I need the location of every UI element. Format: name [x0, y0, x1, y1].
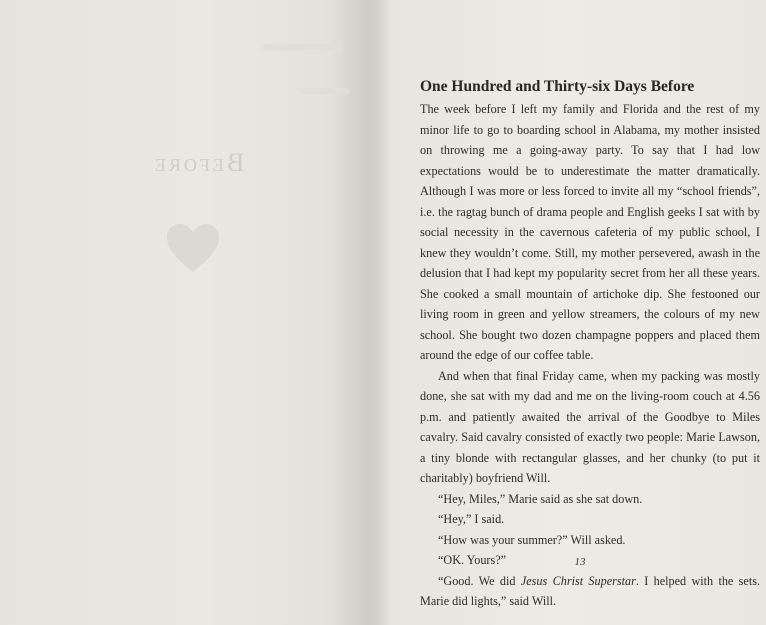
right-page [380, 0, 766, 625]
page-number: 13 [574, 556, 586, 568]
dialogue-line [420, 571, 760, 612]
text-run: . I helped with the sets. Marie did lights,” said Will. [420, 573, 761, 608]
bleed-through-title: Before [151, 148, 245, 177]
dialogue-line: “How was your summer?” Will asked. [438, 532, 626, 547]
dialogue-line: “Hey,” I said. [438, 512, 505, 526]
text-run: “Good. We did [438, 573, 521, 588]
paragraph: And when that final Friday came, when my packing was mostly done, she sat with my dad and me on the living-room couch at 4.56 p.m. and patiently awaited the arrival of the Goodbye to Miles cavalry. Said cavalry consisted of exactly two people: Marie Lawson, a tiny blonde with rectangular glasses, and her chunky (to put it charitably) boyfriend Will. [420, 368, 760, 485]
chapter-body [420, 99, 760, 612]
left-page [0, 0, 372, 625]
dialogue-line: “OK. Yours?” [438, 553, 507, 567]
bleed-through-line [300, 88, 350, 94]
dialogue-line: “Hey, Miles,” Marie said as she sat down. [438, 491, 643, 506]
chapter-heading: One Hundred and Thirty-six Days Before [420, 78, 695, 95]
bleed-through-heart-icon [165, 222, 221, 274]
paragraph: The week before I left my family and Florida and the rest of my minor life to go to boarding school in Alabama, my mother insisted on throwing me a going-away party. To say that I had low expectations would be to underestimate the matter dramatically. Although I was more or less forced to invite all my “school friends”, i.e. the ragtag bunch of drama people and English geeks I sat with by social necessity in the cavernous cafeteria of my public school, I knew they wouldn’t come. Still, my mother persevered, awash in the delusion that I had kept my popularity secret from her all these years. She cooked a small mountain of artichoke dip. She festooned our living room in green and yellow streamers, the colours of my new school. She bought two dozen champagne poppers and placed them around the edge of our coffee table. [420, 102, 760, 362]
italic-title: Jesus Christ Superstar [520, 573, 636, 588]
bleed-through-line [262, 44, 342, 50]
